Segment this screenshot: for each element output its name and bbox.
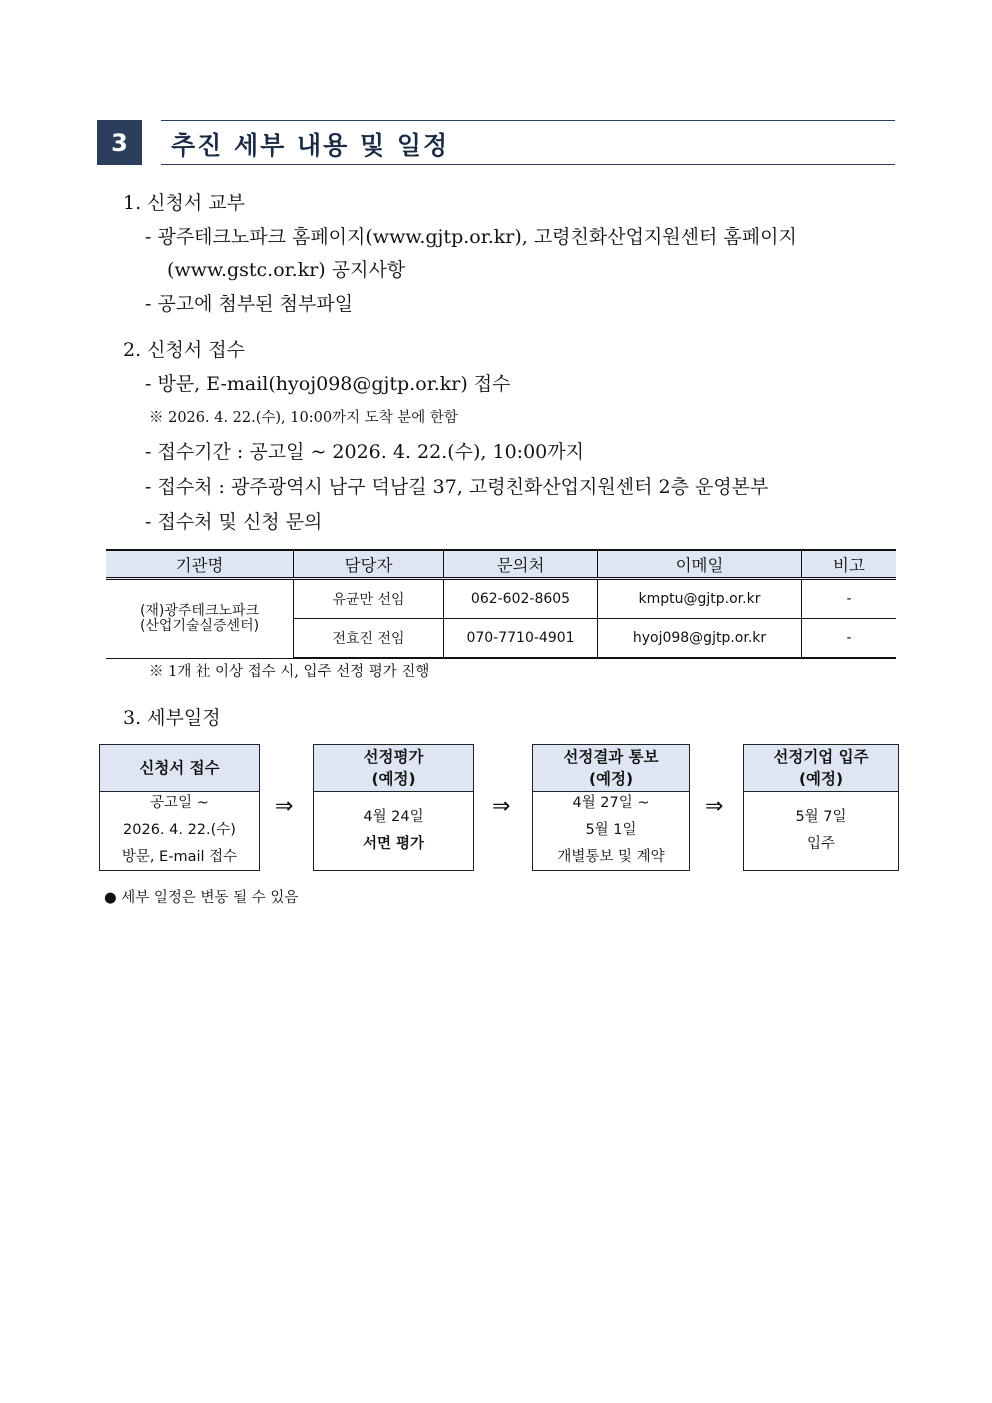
section-title: 추진 세부 내용 및 일정 bbox=[171, 131, 450, 160]
flow-arrow: ⇒ bbox=[705, 794, 724, 819]
section-header bbox=[97, 118, 895, 166]
person-cell: 전효진 전임 bbox=[294, 619, 444, 659]
col-note: 비고 bbox=[802, 550, 897, 579]
schedule-step-evaluation bbox=[313, 744, 474, 871]
s1-item1: - 광주테크노파크 홈페이지(www.gjtp.or.kr), 고령친화산업지원센터 홈페이지 bbox=[145, 226, 797, 248]
note-cell: - bbox=[802, 579, 897, 619]
phone-cell: 062-602-8605 bbox=[444, 579, 598, 619]
s2-heading: 2. 신청서 접수 bbox=[123, 339, 245, 361]
col-phone: 문의처 bbox=[444, 550, 598, 579]
step-body: 4월 24일 서면 평가 bbox=[362, 808, 425, 852]
flow-arrow: ⇒ bbox=[275, 794, 294, 819]
note-cell: - bbox=[802, 619, 897, 659]
schedule-step-apply bbox=[99, 744, 260, 871]
s2-item1: - 방문, E-mail(hyoj098@gjtp.or.kr) 접수 bbox=[145, 373, 511, 395]
step-title: 선정평가 (예정) bbox=[314, 745, 473, 792]
s2-item3: - 접수처 : 광주광역시 남구 덕남길 37, 고령친화산업지원센터 2층 운영본부 bbox=[145, 476, 769, 498]
org-dept: (산업기술실증센터) bbox=[139, 617, 260, 634]
header-rule-bottom bbox=[161, 164, 895, 165]
flow-arrow: ⇒ bbox=[492, 794, 511, 819]
step-body: 5월 7일 입주 bbox=[795, 808, 847, 852]
col-org: 기관명 bbox=[106, 550, 294, 579]
header-rule-top bbox=[161, 120, 895, 121]
person-cell: 유균만 선임 bbox=[294, 579, 444, 619]
phone-cell: 070-7710-4901 bbox=[444, 619, 598, 659]
step-title: 신청서 접수 bbox=[100, 745, 259, 792]
s2-note: ※ 2026. 4. 22.(수), 10:00까지 도착 분에 한함 bbox=[149, 410, 458, 426]
org-cell bbox=[106, 579, 294, 659]
s1-heading: 1. 신청서 교부 bbox=[123, 192, 245, 214]
s1-item2: - 공고에 첨부된 첨부파일 bbox=[145, 293, 354, 315]
schedule-step-move-in bbox=[743, 744, 899, 871]
schedule-step-notice bbox=[532, 744, 690, 871]
s1-item1-cont: (www.gstc.or.kr) 공지사항 bbox=[167, 259, 406, 281]
email-cell: hyoj098@gjtp.or.kr bbox=[598, 619, 802, 659]
table-row bbox=[106, 579, 896, 619]
contact-table bbox=[106, 549, 896, 659]
s2-item4: - 접수처 및 신청 문의 bbox=[145, 511, 323, 533]
col-person: 담당자 bbox=[294, 550, 444, 579]
step-body: 4월 27일 ~ 5월 1일 개별통보 및 계약 bbox=[557, 795, 665, 865]
step-title: 선정결과 통보 (예정) bbox=[533, 745, 689, 792]
step-body: 공고일 ~ 2026. 4. 22.(수) 방문, E-mail 접수 bbox=[121, 795, 238, 865]
col-email: 이메일 bbox=[598, 550, 802, 579]
section-number: 3 bbox=[97, 120, 142, 165]
s2-item2: - 접수기간 : 공고일 ~ 2026. 4. 22.(수), 10:00까지 bbox=[145, 441, 584, 463]
email-cell: kmptu@gjtp.or.kr bbox=[598, 579, 802, 619]
table-footnote: ※ 1개 社 이상 접수 시, 입주 선정 평가 진행 bbox=[149, 664, 430, 680]
s3-heading: 3. 세부일정 bbox=[123, 707, 221, 729]
table-header-row bbox=[106, 550, 896, 579]
org-name: (재)광주테크노파크 bbox=[139, 602, 260, 619]
schedule-footnote: ● 세부 일정은 변동 될 수 있음 bbox=[104, 890, 299, 906]
step-title: 선정기업 입주 (예정) bbox=[744, 745, 898, 792]
